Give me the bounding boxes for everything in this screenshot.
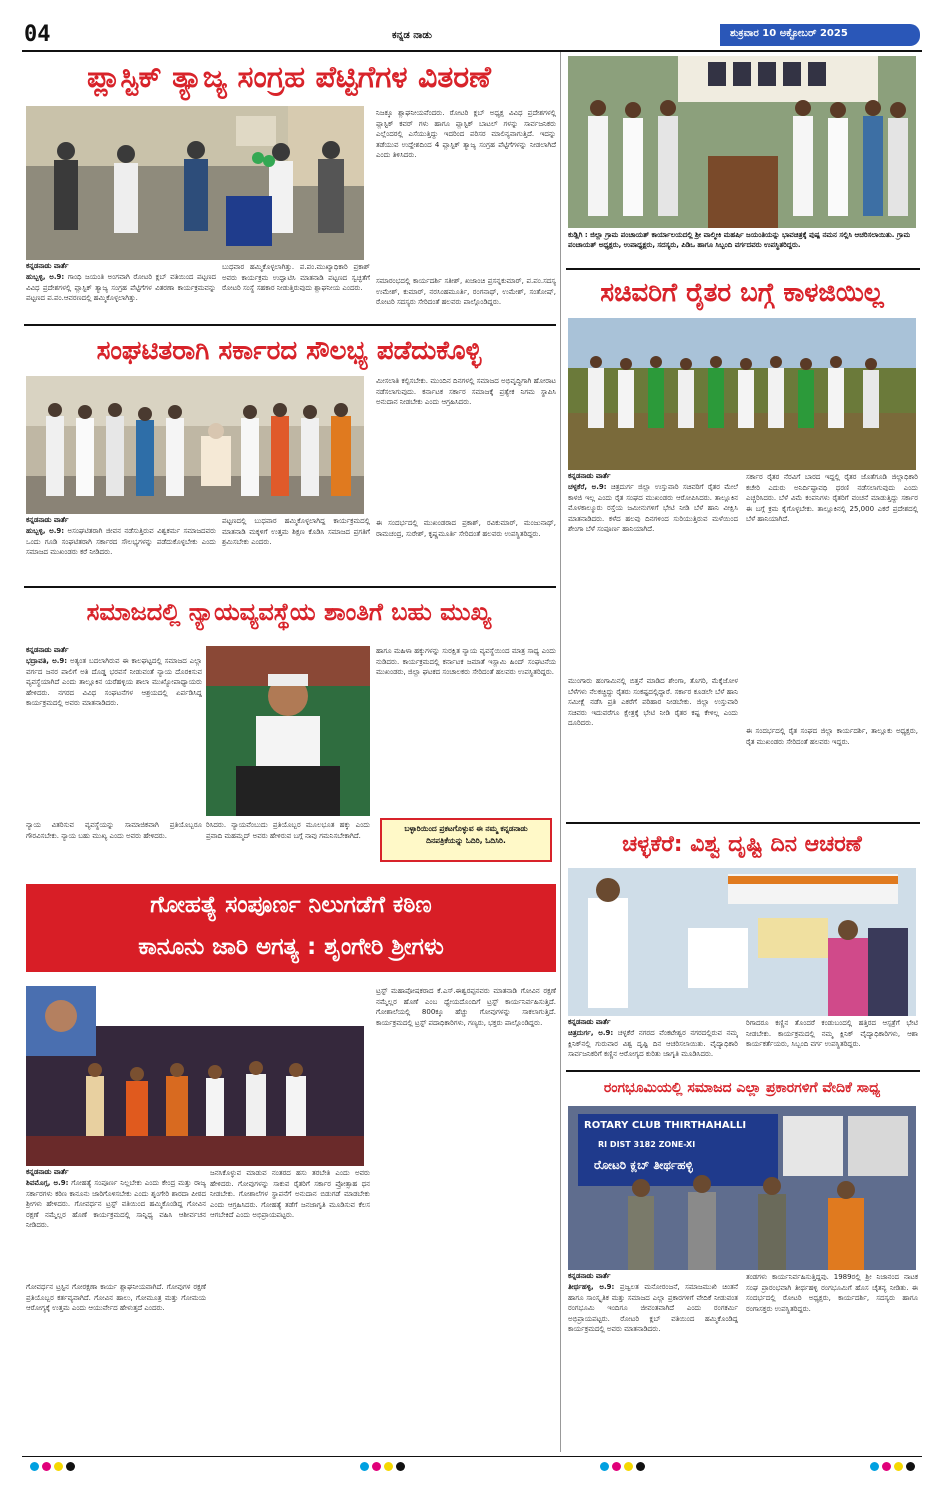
dateline-justice: ಭದ್ರಾವತಿ, ಅ.9: [26, 657, 68, 665]
body-plastic-col1 [26, 272, 216, 320]
dateline-rotary: ತೀರ್ಥಹಳ್ಳಿ, ಅ.9: [568, 1283, 615, 1291]
footer-rule [22, 1456, 922, 1457]
body-govt-p1: ಅಸಂಘಟಿತರಾಗಿ ಜೀವನ ನಡೆಸುತ್ತಿರುವ ವಿಶ್ವಕರ್ಮ ಸಮಾಜದವರು ಒಂದು ಗೂಡಿ ಸಂಘಟಿತರಾಗಿ ಸರ್ಕಾರದ ಸೌಲಭ್ಯಗಳನ್ನು ಪಡೆದುಕೊಳ್ಳಬೇಕು ಎಂದು ಸಮಾಜದ ಮುಖಂಡರು ಕರೆ ನೀಡಿದರು. [26, 527, 216, 556]
reg-dot-cyan-1 [30, 1462, 39, 1471]
photo-cow-event [26, 986, 364, 1166]
rotary-banner-text1: ROTARY CLUB THIRTHAHALLI [584, 1120, 747, 1131]
reg-dot-black-1 [66, 1462, 75, 1471]
headline-cow-banner [26, 884, 556, 972]
headline-cow-line2: ಕಾನೂನು ಜಾರಿ ಅಗತ್ಯ : ಶೃಂಗೇರಿ ಶ್ರೀಗಳು [138, 934, 444, 960]
byline-farmers: ಕನ್ನಡನಾಡು ವಾರ್ತೆ [568, 472, 611, 480]
registration-marks [0, 1462, 945, 1476]
byline-govt: ಕನ್ನಡನಾಡು ವಾರ್ತೆ [26, 516, 69, 524]
body-cow-col1b: ಗೋವರ್ಧನ ಟ್ರಸ್ಟಿನ ಗೋರಕ್ಷಣಾ ಕಾರ್ಯ ಶ್ಲಾಘನೀಯವಾಗಿದೆ. ಗೋವುಗಳ ರಕ್ಷಣೆ ಪ್ರತಿಯೊಬ್ಬರ ಕರ್ತವ್ಯವಾಗಿದೆ. ಗೋವಿನ ಹಾಲು, ಗೋಮೂತ್ರ ಮತ್ತು ಗೋಮಯ ಆರೋಗ್ಯಕ್ಕೆ ಉತ್ತಮ ಎಂದು ಆಯುರ್ವೇದ ಹೇಳುತ್ತದೆ ಎಂದರು. [26, 1283, 206, 1312]
body-justice-col2: ರಿಸಿದರು. ನ್ಯಾಯವೆಂಬುದು ಪ್ರತಿಯೊಬ್ಬರ ಮೂಲಭೂತ ಹಕ್ಕು ಎಂದು ಪ್ರವಾದಿ ಮಹಮ್ಮದ್ ಅವರು ಹೇಳಿರುವ ಬಗ್ಗೆ ನಾವು ಗಮನಿಸಬೇಕಾಗಿದೆ. [206, 821, 370, 840]
body-farmers-col2b: ಈ ಸಂದರ್ಭದಲ್ಲಿ ರೈತ ಸಂಘದ ಜಿಲ್ಲಾ ಕಾರ್ಯದರ್ಶಿ, ತಾಲ್ಲೂಕು ಅಧ್ಯಕ್ಷರು, ರೈತ ಮುಖಂಡರು ಸೇರಿದಂತೆ ಹಲವರು ಇದ್ದರು. [746, 727, 918, 746]
body-sight-p1: ಚಳ್ಳಕೆರೆ ನಗರದ ವೆಂಕಟೇಶ್ವರ ನಗರದಲ್ಲಿರುವ ನಮ್ಮ ಕ್ಲಿನಿಕ್‌ನಲ್ಲಿ ಗುರುವಾರ ವಿಶ್ವ ದೃಷ್ಟಿ ದಿನ ಆಚರಿಸಲಾಯಿತು. ವೈದ್ಯಾಧಿಕಾರಿ ಸಾರ್ವಜನಿಕರಿಗೆ ಕಣ್ಣಿನ ಆರೋಗ್ಯದ ಕುರಿತು ಜಾಗೃತಿ ಮೂಡಿಸಿದರು. [568, 1029, 738, 1058]
photo-rotary-event [568, 1106, 916, 1270]
reg-dot-magenta-3 [612, 1462, 621, 1471]
body-farmers-col1 [568, 482, 738, 672]
dateline-cow: ಶಿವಮೊಗ್ಗ, ಅ.9: [26, 1179, 69, 1187]
dateline-sight: ಚಿತ್ರದುರ್ಗ, ಅ.9: [568, 1029, 614, 1037]
photo-sight-clinic [568, 868, 916, 1016]
byline-rotary: ಕನ್ನಡನಾಡು ವಾರ್ತೆ [568, 1272, 611, 1280]
body-cow-col2: ಜನಸಿಕೊಳ್ಳುವ ಮಾಡುವ ನಂತರದ ಹಸು ತರಬೇತಿ ಎಂದು ಅವರು ಹೇಳಿದರು. ಗೋವುಗಳನ್ನು ಸಾಕುವ ರೈತರಿಗೆ ಸರ್ಕಾರ ಪ್ರೋತ್ಸಾಹ ಧನ ನೀಡಬೇಕು. ಗೋಶಾಲೆಗಳ ಸ್ಥಾಪನೆಗೆ ಅನುದಾನ ಬಿಡುಗಡೆ ಮಾಡಬೇಕು ಎಂದು ಆಗ್ರಹಿಸಿದರು. ಗೋಹತ್ಯೆ ತಡೆಗೆ ಜನಜಾಗೃತಿ ಮೂಡಿಸುವ ಕೆಲಸ ಆಗಬೇಕಿದೆ ಎಂದು ಅಭಿಪ್ರಾಯಪಟ್ಟರು. [210, 1169, 370, 1219]
dateline-govt: ಹುಬ್ಬಳ್ಳಿ, ಅ.9: [26, 527, 65, 535]
body-plastic-p1: ಗಾಂಧಿ ಜಯಂತಿ ಅಂಗವಾಗಿ ರೋಟರಿ ಕ್ಲಬ್ ವತಿಯಿಂದ ಪಟ್ಟಣದ ವಿವಿಧ ಪ್ರದೇಶಗಳಲ್ಲಿ ಪ್ಲಾಸ್ಟಿಕ್ ತ್ಯಾಜ್ಯ ಸಂಗ್ರಹ ಪೆಟ್ಟಿಗೆಗಳ ವಿತರಣಾ ಕಾರ್ಯಕ್ರಮವನ್ನು ಪಟ್ಟಣದ ಪ.ಪಂ.ಆವರಣದಲ್ಲಿ ಹಮ್ಮಿಕೊಳ್ಳಲಾಗಿತ್ತು. [26, 273, 216, 302]
column-divider [560, 52, 561, 1452]
caption-panchayat: ಕುಡ್ಲಿಗಿ : ಜಿಲ್ಲಾ ಗ್ರಾಮ ಪಂಚಾಯತ್ ಕಾರ್ಯಾಲಯದಲ್ಲಿ ಶ್ರೀ ವಾಲ್ಮೀಕಿ ಮಹರ್ಷಿ ಜಯಂತಿಯನ್ನು ಭಾವಚಿತ್ರಕ್ಕೆ ಪುಷ್ಪ ನಮನ ಸಲ್ಲಿಸಿ ಆಚರಿಸಲಾಯಿತು. ಗ್ರಾಮ ಪಂಚಾಯತ್ ಅಧ್ಯಕ್ಷರು, ಉಪಾಧ್ಯಕ್ಷರು, ಸದಸ್ಯರು, ಪಿಡಿಒ ಹಾಗೂ ಸಿಬ್ಬಂದಿ ವರ್ಗದವರು ಉಪಸ್ಥಿತರಿದ್ದರು. [568, 231, 911, 249]
photo-farmers-field [568, 318, 916, 470]
page-number: 04 [24, 22, 51, 47]
promo-text: ಬಳ್ಳಾರಿಯಿಂದ ಪ್ರಕಟಗೊಳ್ಳುವ ಈ ನಮ್ಮ ಕನ್ನಡನಾಡು ದಿನಪತ್ರಿಕೆಯನ್ನು ಓದಿರಿ, ಓದಿಸಿರಿ. [404, 824, 528, 845]
headline-cow-line1: ಗೋಹತ್ಯೆ ಸಂಪೂರ್ಣ ನಿಲುಗಡೆಗೆ ಕಠಿಣ [150, 892, 432, 918]
byline-justice: ಕನ್ನಡನಾಡು ವಾರ್ತೆ [26, 646, 69, 654]
reg-dot-black-3 [636, 1462, 645, 1471]
photo-govt-meeting [26, 376, 364, 514]
photo-panchayat-valmiki [568, 56, 916, 228]
body-sight-col2: ರಿಗಾದರೂ ಕಣ್ಣಿನ ತೊಂದರೆ ಕಂಡುಬಂದಲ್ಲಿ ಹತ್ತಿರದ ಆಸ್ಪತ್ರೆಗೆ ಭೇಟಿ ನೀಡಬೇಕು. ಕಾರ್ಯಕ್ರಮದಲ್ಲಿ ನಮ್ಮ ಕ್ಲಿನಿಕ್ ವೈದ್ಯಾಧಿಕಾರಿಗಳು, ಆಶಾ ಕಾರ್ಯಕರ್ತೆಯರು, ಸಿಬ್ಬಂದಿ ವರ್ಗ ಉಪಸ್ಥಿತರಿದ್ದರು. [746, 1019, 918, 1048]
dateline-farmers: ಚಳ್ಳಕೆರೆ, ಅ.9: [568, 483, 607, 491]
reg-dot-cyan-3 [600, 1462, 609, 1471]
body-justice-col3: ಹಾಗೂ ಮಹಿಳಾ ಹಕ್ಕುಗಳನ್ನು ಸುರಕ್ಷಿತ ನ್ಯಾಯ ವ್ಯವಸ್ಥೆಯಿಂದ ಮಾತ್ರ ಸಾಧ್ಯ ಎಂದು ನುಡಿದರು. ಕಾರ್ಯಕ್ರಮದಲ್ಲಿ ಕರ್ನಾಟಕ ಜಮಾತೆ ಇಸ್ಲಾಮಿ ಹಿಂದ್ ಸಂಘಟನೆಯ ಮುಖಂಡರು, ಜಿಲ್ಲಾ ಘಟಕದ ಸಂಚಾಲಕರು ಸೇರಿದಂತೆ ಹಲವರು ಉಪಸ್ಥಿತರಿದ್ದರು. [376, 647, 556, 676]
rule-1 [24, 324, 556, 326]
rotary-banner-text2: RI DIST 3182 ZONE-XI [598, 1140, 696, 1149]
headline-govt: ಸಂಘಟಿತರಾಗಿ ಸರ್ಕಾರದ ಸೌಲಭ್ಯ ಪಡೆದುಕೊಳ್ಳಿ [96, 336, 482, 366]
body-justice-col1 [26, 656, 202, 816]
rule-r1 [566, 268, 920, 270]
page-header [22, 22, 922, 50]
reg-dot-black-4 [906, 1462, 915, 1471]
headline-plastic: ಪ್ಲಾಸ್ಟಿಕ್ ತ್ಯಾಜ್ಯ ಸಂಗ್ರಹ ಪೆಟ್ಟಿಗೆಗಳ ವಿತರಣೆ [87, 60, 491, 95]
photo-justice-speaker [206, 646, 370, 816]
body-farmers-col1b: ಮುಂಗಾರು ಹಂಗಾಮಿನಲ್ಲಿ ಬಿತ್ತನೆ ಮಾಡಿದ ಶೇಂಗಾ, ತೊಗರಿ, ಮೆಕ್ಕೆಜೋಳ ಬೆಳೆಗಳು ನೆಲಕಚ್ಚಿದ್ದು ರೈತರು ಸಂಕಷ್ಟದಲ್ಲಿದ್ದಾರೆ. ಸರ್ಕಾರ ಕೂಡಲೇ ಬೆಳೆ ಹಾನಿ ಸಮೀಕ್ಷೆ ನಡೆಸಿ ಪ್ರತಿ ಎಕರೆಗೆ ಪರಿಹಾರ ನೀಡಬೇಕು. ಜಿಲ್ಲಾ ಉಸ್ತುವಾರಿ ಸಚಿವರು ಇದುವರೆಗೂ ಕ್ಷೇತ್ರಕ್ಕೆ ಭೇಟಿ ನೀಡಿ ರೈತರ ಕಷ್ಟ ಕೇಳಿಲ್ಲ ಎಂದು ದೂರಿದರು. [568, 677, 738, 727]
body-govt-col3b: ಈ ಸಂದರ್ಭದಲ್ಲಿ ಮುಖಂಡರಾದ ಪ್ರಕಾಶ್, ರವಿಕುಮಾರ್, ಮಂಜುನಾಥ್, ರಾಮಚಂದ್ರ, ಸುರೇಶ್, ಕೃಷ್ಣಮೂರ್ತಿ ಸೇರಿದಂತೆ ಹಲವರು ಉಪಸ್ಥಿತರಿದ್ದರು. [376, 519, 556, 538]
body-plastic-col3b: ಸಮಾರಂಭದಲ್ಲಿ ಕಾರ್ಯದರ್ಶಿ ಸತೀಶ್, ಖಜಾಂಚಿ ಪ್ರಸನ್ನಕುಮಾರ್, ಪ.ಪಂ.ಸದಸ್ಯ ಉಮೇಶ್, ಕುಮಾರ್, ನರಸಿಂಹಮೂರ್ತಿ, ರಂಗನಾಥ್, ಉಮೇಶ್, ಸಂತೋಷ್, ರೋಟರಿ ಸದಸ್ಯರು ಸೇರಿದಂತೆ ಹಲವರು ಪಾಲ್ಗೊಂಡಿದ್ದರು. [376, 277, 556, 306]
body-farmers-p1: ಚಿತ್ರದುರ್ಗ ಜಿಲ್ಲಾ ಉಸ್ತುವಾರಿ ಸಚಿವರಿಗೆ ರೈತರ ಮೇಲೆ ಕಾಳಜಿ ಇಲ್ಲ ಎಂದು ರೈತ ಸಂಘದ ಮುಖಂಡರು ಆರೋಪಿಸಿದರು. ತಾಲ್ಲೂಕಿನ ಮೊಳಕಾಲ್ಮೂರು ರಸ್ತೆಯ ಜಮೀನುಗಳಿಗೆ ಭೇಟಿ ನೀಡಿ ಬೆಳೆ ಹಾನಿ ವೀಕ್ಷಿಸಿ ಮಾತನಾಡಿದರು. ಕಳೆದ ಹಲವು ದಿನಗಳಿಂದ ಸುರಿಯುತ್ತಿರುವ ಮಳೆಯಿಂದ ಶೇಂಗಾ ಬೆಳೆ ಸಂಪೂರ್ಣ ಹಾನಿಯಾಗಿದೆ. [568, 483, 738, 533]
promo-box [380, 818, 552, 862]
body-sight-col1 [568, 1028, 738, 1066]
reg-dot-yellow-3 [624, 1462, 633, 1471]
reg-dot-black-2 [396, 1462, 405, 1471]
body-rotary-col1 [568, 1282, 738, 1450]
headline-rotary: ರಂಗಭೂಮಿಯಲ್ಲಿ ಸಮಾಜದ ಎಲ್ಲಾ ಪ್ರಕಾರಗಳಿಗೆ ವೇದಿಕೆ ಸಾಧ್ಯ [603, 1080, 881, 1096]
byline-cow: ಕನ್ನಡನಾಡು ವಾರ್ತೆ [26, 1168, 69, 1176]
headline-farmers: ಸಚಿವರಿಗೆ ರೈತರ ಬಗ್ಗೆ ಕಾಳಜಿಯಿಲ್ಲ [600, 278, 884, 308]
date-text: ಶುಕ್ರವಾರ 10 ಅಕ್ಟೋಬರ್ 2025 [730, 28, 848, 39]
body-plastic-col3: ನಿಜಕ್ಕೂ ಶ್ಲಾಘನೀಯವೆಂದರು. ರೋಟರಿ ಕ್ಲಬ್ ಅಧ್ಯಕ್ಷ ವಿವಿಧ ಪ್ರದೇಶಗಳಲ್ಲಿ ಪ್ಲಾಸ್ಟಿಕ್ ಕವರ್ ಗಳು ಹಾಗೂ ಪ್ಲಾಸ್ಟಿಕ್ ಬಾಟಲ್ ಗಳನ್ನು ಸಾರ್ವಜನಿಕರು ಎಲ್ಲೆಂದರಲ್ಲಿ ಎಸೆಯುತ್ತಿದ್ದು ಇದರಿಂದ ಪರಿಸರ ಮಾಲಿನ್ಯವಾಗುತ್ತಿದೆ. ಇದನ್ನು ತಡೆಯುವ ಉದ್ದೇಶದಿಂದ 4 ಪ್ಲಾಸ್ಟಿಕ್ ತ್ಯಾಜ್ಯ ಸಂಗ್ರಹ ಪೆಟ್ಟಿಗೆಗಳನ್ನು ನೀಡಲಾಗಿದೆ ಎಂದು ತಿಳಿಸಿದರು. [376, 109, 556, 159]
reg-dot-yellow-4 [894, 1462, 903, 1471]
date-badge [720, 24, 920, 46]
header-rule [22, 50, 922, 52]
headline-sight: ಚಳ್ಳಕೆರೆ: ವಿಶ್ವ ದೃಷ್ಟಿ ದಿನ ಆಚರಣೆ [622, 832, 862, 857]
reg-dot-yellow-2 [384, 1462, 393, 1471]
rule-r2 [566, 822, 920, 824]
body-govt-col1 [26, 526, 216, 582]
body-justice-p1: ಅತ್ಯಂತ ಬದಲಾಗಿರುವ ಈ ಕಾಲಘಟ್ಟದಲ್ಲಿ ಸಮಾಜದ ಎಲ್ಲಾ ವರ್ಗದ ಜನರ ಪಾಲಿಗೆ ಅತಿ ದೊಡ್ಡ ಭರವಸೆ ನೀಡುವಂತೆ ನ್ಯಾಯ ದೊರಕಿಸುವ ವ್ಯವಸ್ಥೆಯಾಗಿದೆ ಎಂದು ತಾಲ್ಲೂಕಿನ ಯರೆಹಳ್ಳಿಯ ಶಾಲಾ ಮುಖ್ಯೋಪಾಧ್ಯಾಯರು ಹೇಳಿದರು. ನಗರದ ವಿವಿಧ ಸಂಘಟನೆಗಳ ಆಶ್ರಯದಲ್ಲಿ ಏರ್ಪಡಿಸಿದ್ದ ಕಾರ್ಯಕ್ರಮದಲ್ಲಿ ಅವರು ಮಾತನಾಡಿದರು. [26, 657, 202, 707]
dateline-plastic: ಹುಬ್ಬಳ್ಳಿ, ಅ.9: [26, 273, 65, 281]
body-justice-col1b: ನ್ಯಾಯ ವಿತರಿಸುವ ವ್ಯವಸ್ಥೆಯನ್ನು ಸಾಮಾಜಿಕವಾಗಿ ಪ್ರತಿಯೊಬ್ಬರೂ ಗೌರವಿಸಬೇಕು. ನ್ಯಾಯ ಬಹು ಮುಖ್ಯ ಎಂದು ಅವರು ಹೇಳಿದರು. [26, 821, 202, 840]
body-govt-col3: ಮೀಸಲಾತಿ ಕಲ್ಪಿಸಬೇಕು. ಮುಂದಿನ ದಿನಗಳಲ್ಲಿ ಸಮಾಜದ ಅಭಿವೃದ್ಧಿಗಾಗಿ ಹೋರಾಟ ನಡೆಸಲಾಗುವುದು. ಕರ್ನಾಟಕ ಸರ್ಕಾರ ಸಮಾಜಕ್ಕೆ ಪ್ರತ್ಯೇಕ ನಿಗಮ ಸ್ಥಾಪಿಸಿ ಅನುದಾನ ನೀಡಬೇಕು ಎಂದು ಆಗ್ರಹಿಸಿದರು. [376, 377, 556, 406]
reg-dot-cyan-2 [360, 1462, 369, 1471]
body-cow-col1 [26, 1178, 206, 1278]
reg-dot-yellow-1 [54, 1462, 63, 1471]
body-plastic-col2: ಬುಧವಾರ ಹಮ್ಮಿಕೊಳ್ಳಲಾಗಿತ್ತು. ಪ.ಪಂ.ಮುಖ್ಯಾಧಿಕಾರಿ ಪ್ರಕಾಶ್ ಅವರು ಕಾರ್ಯಕ್ರಮ ಉದ್ಘಾಟಿಸಿ ಮಾತನಾಡಿ ಪಟ್ಟಣದ ಸ್ವಚ್ಛತೆಗೆ ರೋಟರಿ ಸಂಸ್ಥೆ ಸಹಕಾರ ನೀಡುತ್ತಿರುವುದು ಶ್ಲಾಘನೀಯ ಎಂದರು. [222, 263, 370, 292]
reg-dot-magenta-1 [42, 1462, 51, 1471]
reg-dot-magenta-2 [372, 1462, 381, 1471]
reg-dot-cyan-4 [870, 1462, 879, 1471]
body-farmers-col2: ಸರ್ಕಾರ ರೈತರ ನೆರವಿಗೆ ಬಾರದ ಇದ್ದಲ್ಲಿ ರೈತರ ಜೊತೆಗೂಡಿ ಜಿಲ್ಲಾಧಿಕಾರಿ ಕಚೇರಿ ಎದುರು ಅನಿರ್ದಿಷ್ಟಾವಧಿ ಧರಣಿ ನಡೆಸಲಾಗುವುದು ಎಂದು ಎಚ್ಚರಿಸಿದರು. ಬೆಳೆ ವಿಮೆ ಕಂಪನಿಗಳು ರೈತರಿಗೆ ವಂಚನೆ ಮಾಡುತ್ತಿದ್ದು ಸರ್ಕಾರ ಈ ಬಗ್ಗೆ ಕ್ರಮ ಕೈಗೊಳ್ಳಬೇಕು. ತಾಲ್ಲೂಕಿನಲ್ಲಿ 25,000 ಎಕರೆ ಪ್ರದೇಶದಲ್ಲಿ ಬೆಳೆ ಹಾನಿಯಾಗಿದೆ. [746, 473, 918, 523]
photo-plastic-distribution [26, 106, 364, 260]
body-govt-col2: ಪಟ್ಟಣದಲ್ಲಿ ಬುಧವಾರ ಹಮ್ಮಿಕೊಳ್ಳಲಾಗಿದ್ದ ಕಾರ್ಯಕ್ರಮದಲ್ಲಿ ಮಾತನಾಡಿ ಮಕ್ಕಳಿಗೆ ಉತ್ತಮ ಶಿಕ್ಷಣ ಕೊಡಿಸಿ ಸಮಾಜದ ಪ್ರಗತಿಗೆ ಶ್ರಮಿಸಬೇಕು ಎಂದರು. [222, 517, 370, 546]
rule-2 [24, 586, 556, 588]
body-rotary-col2: ತಂಡಗಳು ಕಾರ್ಯನಿರ್ವಹಿಸುತ್ತಿದ್ದವು. 1989ರಲ್ಲಿ ಶ್ರೀ ನಿಜಾನಂದ ನಾಟಕ ಸಂಘ ಪ್ರಾರಂಭವಾಗಿ ತೀರ್ಥಹಳ್ಳಿ ರಂಗಭೂಮಿಗೆ ಹೊಸ ಚೈತನ್ಯ ನೀಡಿತು. ಈ ಸಂದರ್ಭದಲ್ಲಿ ರೋಟರಿ ಅಧ್ಯಕ್ಷರು, ಕಾರ್ಯದರ್ಶಿ, ಸದಸ್ಯರು ಹಾಗೂ ರಂಗಾಸಕ್ತರು ಉಪಸ್ಥಿತರಿದ್ದರು. [746, 1273, 918, 1313]
body-rotary-p1: ಪ್ರಜ್ವಲತ ಮನೋರಂಜನೆ, ಸಮಾಜಮುಖಿ ಚಿಂತನೆ ಹಾಗೂ ಸಾಂಸ್ಕೃತಿಕ ಮತ್ತು ಸಮಾಜದ ಎಲ್ಲಾ ಪ್ರಕಾರಗಳಿಗೆ ವೇದಿಕೆ ನೀಡುವಂತ ರಂಗಭೂಮಿ ಇಂದಿಗೂ ಜೀವಂತವಾಗಿದೆ ಎಂದು ರಂಗಕರ್ಮಿ ಅಭಿಪ್ರಾಯಪಟ್ಟರು. ರೋಟರಿ ಕ್ಲಬ್ ವತಿಯಿಂದ ಹಮ್ಮಿಕೊಂಡಿದ್ದ ಕಾರ್ಯಕ್ರಮದಲ್ಲಿ ಅವರು ಮಾತನಾಡಿದರು. [568, 1283, 738, 1333]
body-cow-p1: ಗೋಹತ್ಯೆ ಸಂಪೂರ್ಣ ನಿಲ್ಲಬೇಕು ಎಂದು ಕೇಂದ್ರ ಮತ್ತು ರಾಜ್ಯ ಸರ್ಕಾರಗಳು ಕಠಿಣ ಕಾನೂನು ಜಾರಿಗೊಳಿಸಬೇಕು ಎಂದು ಶೃಂಗೇರಿ ಶಾರದಾ ಪೀಠದ ಶ್ರೀಗಳು ಹೇಳಿದರು. ಗೋವರ್ಧನ ಟ್ರಸ್ಟ್ ವತಿಯಿಂದ ಹಮ್ಮಿಕೊಂಡಿದ್ದ ಗೋವಿನ ರಕ್ಷಣೆ ನಮ್ಮೆಲ್ಲರ ಹೊಣೆ ಕಾರ್ಯಕ್ರಮದಲ್ಲಿ ಸಾನ್ನಿಧ್ಯ ವಹಿಸಿ ಆಶೀರ್ವಚನ ನೀಡಿದರು. [26, 1179, 206, 1229]
byline-plastic: ಕನ್ನಡನಾಡು ವಾರ್ತೆ [26, 262, 69, 270]
body-cow-col3: ಟ್ರಸ್ಟ್ ಮಹಾಪೋಷಕರಾದ ಕೆ.ಎಸ್.ಈಶ್ವರಪ್ಪನವರು ಮಾತನಾಡಿ ಗೋವಿನ ರಕ್ಷಣೆ ನಮ್ಮೆಲ್ಲರ ಹೊಣೆ ಎಂಬ ಧ್ಯೇಯದೊಂದಿಗೆ ಟ್ರಸ್ಟ್ ಕಾರ್ಯನಿರ್ವಹಿಸುತ್ತಿದೆ. ಗೋಶಾಲೆಯಲ್ಲಿ 800ಕ್ಕೂ ಹೆಚ್ಚು ಗೋವುಗಳನ್ನು ಸಾಕಲಾಗುತ್ತಿದೆ. ಕಾರ್ಯಕ್ರಮದಲ್ಲಿ ಟ್ರಸ್ಟ್ ಪದಾಧಿಕಾರಿಗಳು, ಗಣ್ಯರು, ಭಕ್ತರು ಪಾಲ್ಗೊಂಡಿದ್ದರು. [376, 987, 556, 1027]
byline-sight: ಕನ್ನಡನಾಡು ವಾರ್ತೆ [568, 1018, 611, 1026]
masthead: ಕನ್ನಡ ನಾಡು [392, 30, 432, 41]
rotary-banner-text3: ರೋಟರಿ ಕ್ಲಬ್ ತೀರ್ಥಹಳ್ಳಿ [594, 1158, 693, 1172]
headline-justice: ಸಮಾಜದಲ್ಲಿ ನ್ಯಾಯವ್ಯವಸ್ಥೆಯ ಶಾಂತಿಗೆ ಬಹು ಮುಖ್ಯ [86, 598, 492, 626]
reg-dot-magenta-4 [882, 1462, 891, 1471]
